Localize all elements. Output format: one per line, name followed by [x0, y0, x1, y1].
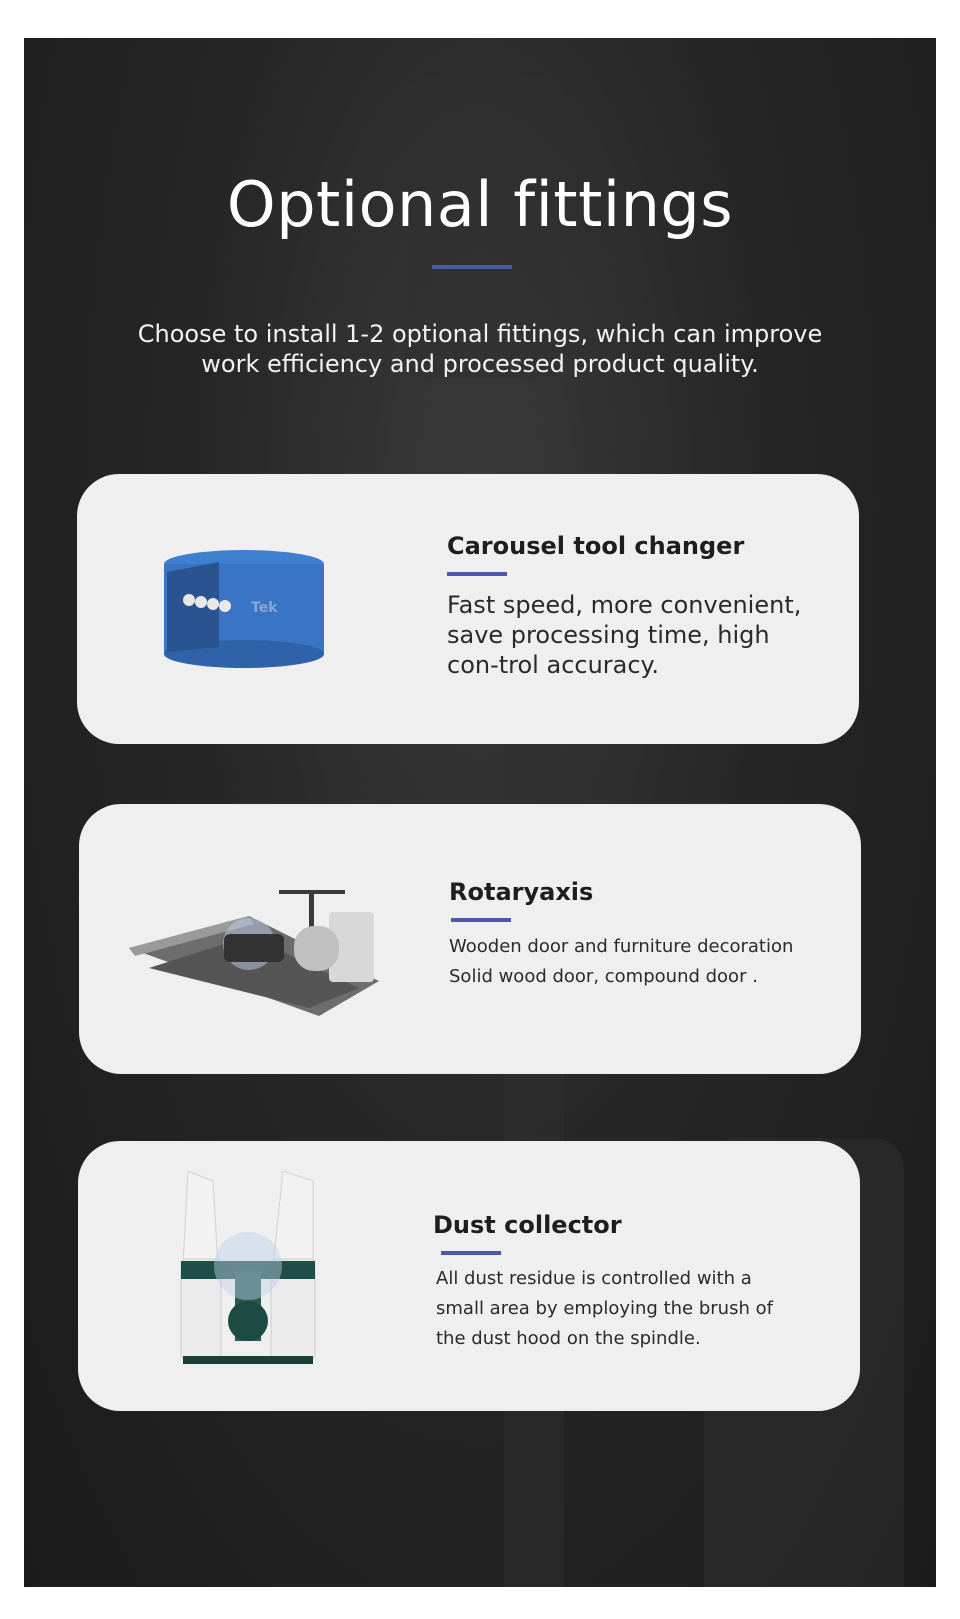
card-title: Rotaryaxis [449, 878, 594, 906]
card-title: Carousel tool changer [447, 532, 745, 560]
card-dust-collector [78, 1141, 860, 1411]
svg-text:Tek: Tek [251, 600, 278, 616]
card-rotary-axis [79, 804, 861, 1074]
card-description: Wooden door and furniture decoration Solid wood door, compound door . [449, 936, 794, 987]
title-underline [432, 265, 512, 269]
card-description: All dust residue is controlled with a small area by employing the brush of the dust hood on the spindle. [436, 1268, 773, 1349]
card-title-underline [447, 572, 507, 576]
rotary-axis-image [129, 876, 379, 1016]
section-title: Optional fittings [226, 168, 734, 241]
dust-collector-image [173, 1171, 323, 1371]
card-title-underline [441, 1251, 501, 1255]
carousel-tool-changer-image [159, 542, 329, 672]
card-title: Dust collector [433, 1211, 622, 1239]
card-description: Fast speed, more convenient, save processing time, high con-trol accuracy. [447, 591, 802, 679]
card-carousel-tool-changer [77, 474, 859, 744]
optional-fittings-section [24, 38, 936, 1587]
section-subtitle: Choose to install 1-2 optional fittings, which can improve work efficiency and processed product quality. [137, 320, 823, 378]
card-title-underline [451, 918, 511, 922]
